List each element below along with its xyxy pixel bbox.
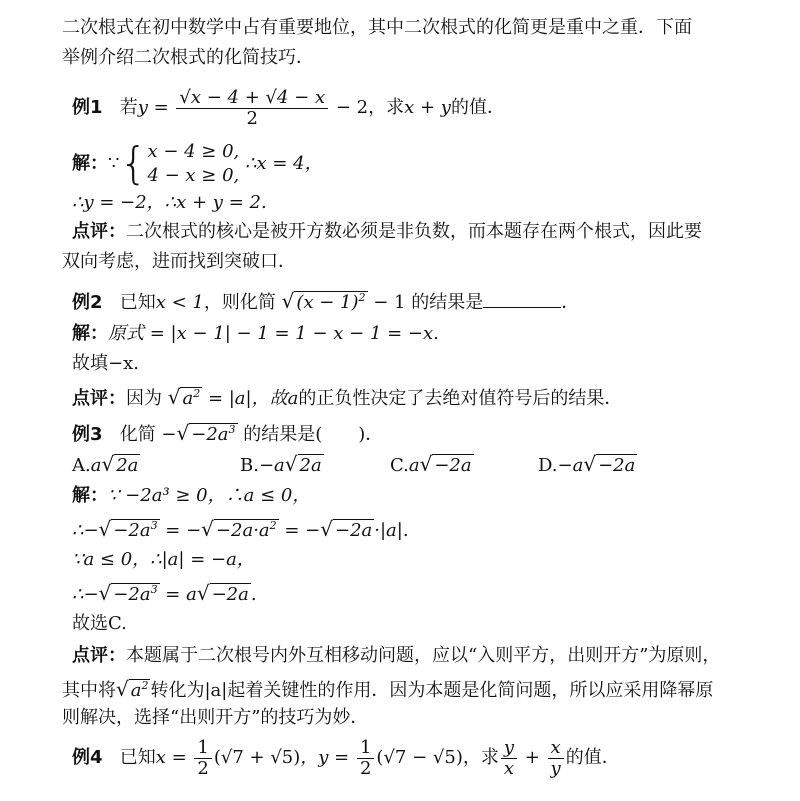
- option-a: A.a√ 2a: [72, 452, 139, 476]
- option-d: D.−a√ −2a: [538, 452, 636, 476]
- example-1-problem: 例1 若y = $\frac{√x - 4 + √4 - x}{2}$ − 2，求x + y的值．: [72, 86, 505, 129]
- example-1-solution: 解：∵{ x − 4 ≥ 0, 4 − x ≥ 0, ∴x = 4，: [72, 138, 323, 189]
- example-3-solution-2: ∴−√ $-2a^3$ = −√ $-2a\cdot a^2$ = −√ −2a ·|a|.: [72, 517, 409, 541]
- example-2-problem: 例2 已知x < 1，则化简 √ $(x - 1)^2 - 1$ 的结果是 ．: [72, 289, 580, 313]
- example-4-problem: 例4 已知x = $\frac{1}{2}$ (√7 + √5)，y = $\frac{1}{2}$ (√7 − √5)，求 $\frac{y}{x}$ + $\frac{x}{y}$ 的值．: [72, 736, 620, 779]
- comment-2: 点评：因为 √ $a^2 = |a|$，故a的正负性决定了去绝对值符号后的结果．: [72, 385, 623, 409]
- option-b: B.−a√ 2a: [240, 452, 322, 476]
- comment-3-line-3: 则解决，选择“出则开方”的技巧为妙．: [62, 707, 369, 728]
- example-3-solution-1: 解：∵ −2a³ ≥ 0，∴a ≤ 0，: [72, 485, 311, 506]
- comment-1-line-1: 点评：二次根式的核心是被开方数必须是非负数，而本题存在两个根式，因此要: [72, 221, 702, 242]
- intro-line-1: 二次根式在初中数学中占有重要地位，其中二次根式的化简更是重中之重．下面: [62, 17, 692, 38]
- example-3-problem: 例3 化简 −√ $-2a^3$ 的结果是( )．: [72, 421, 384, 445]
- comment-3-line-2: 其中将√ $a^2$ 转化为|a|起着关键性的作用．因为本题是化简问题，所以应采用降幂原: [62, 677, 714, 701]
- example-3-choice: 故选C.: [72, 613, 127, 634]
- example-3-solution-4: ∴−√ $-2a^3 = a√ -2a$ .: [72, 581, 257, 605]
- brace-icon: {: [119, 138, 148, 189]
- example-1-result: ∴y = −2，∴x + y = 2.: [72, 192, 267, 213]
- comment-3-line-1: 点评：本题属于二次根号内外互相移动问题，应以“入则平方，出则开方”为原则，: [72, 645, 721, 666]
- example-1-label: 例1: [72, 97, 103, 118]
- sqrt-expression: √ $(x - 1)^2$: [281, 289, 366, 313]
- example-2-solution: 解：原式 = |x − 1| − 1 = 1 − x − 1 = −x.: [72, 323, 439, 344]
- answer-blank: [483, 289, 561, 308]
- intro-line-2: 举例介绍二次根式的化简技巧．: [62, 47, 314, 68]
- solution-label: 解：: [72, 153, 108, 174]
- inequality-system: x − 4 ≥ 0, 4 − x ≥ 0,: [147, 141, 240, 186]
- example-1-fraction: $\frac{√x - 4 + √4 - x}{2}$: [176, 88, 328, 129]
- comment-1-line-2: 双向考虑，进而找到突破口．: [62, 251, 296, 272]
- example-3-solution-3: ∵a ≤ 0，∴|a| = −a，: [72, 549, 255, 570]
- option-c: C.a√ −2a: [390, 452, 472, 476]
- example-2-fill: 故填−x.: [72, 353, 139, 374]
